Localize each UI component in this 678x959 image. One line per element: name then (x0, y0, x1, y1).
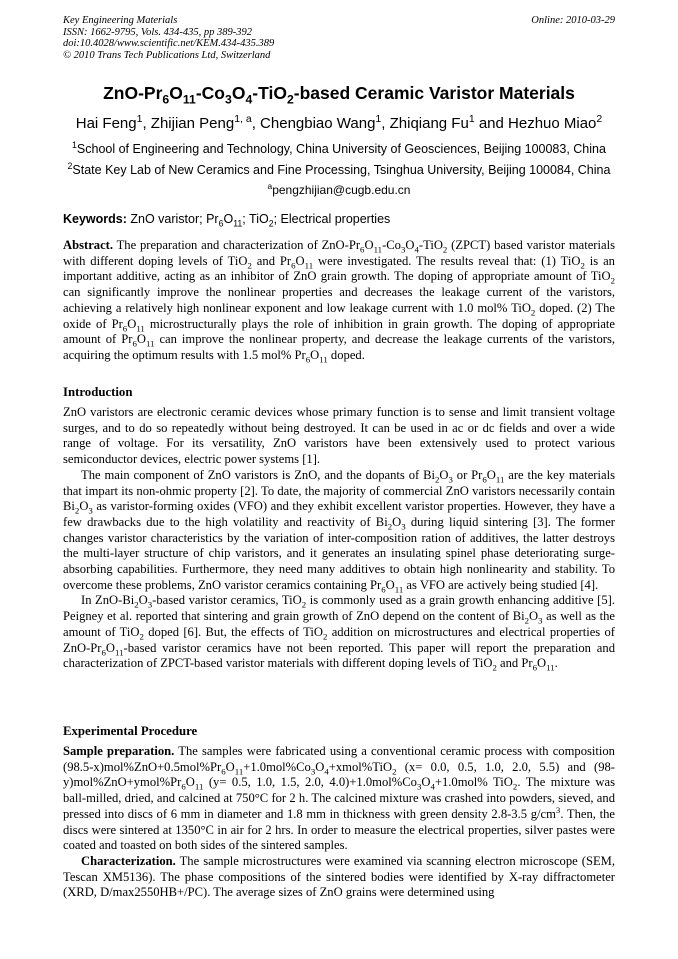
copyright-line: © 2010 Trans Tech Publications Ltd, Switzerland (63, 49, 271, 61)
author-list: Hai Feng$^1$, Zhijian Peng$^{1, a}$, Chengbiao Wang$^1$, Zhiqiang Fu$^1$ and Hezhuo Miao$^2$ (75, 113, 603, 132)
journal-name: Key Engineering Materials (63, 15, 178, 26)
section-heading-introduction: Introduction (63, 385, 133, 399)
online-date: Online: 2010-03-29 (531, 15, 615, 26)
affiliation-2: $^2$State Key Lab of New Ceramics and Fine Processing, Tsinghua University, Beijing 100084, China (67, 160, 611, 177)
doi-line: doi:10.4028/www.scientific.net/KEM.434-435.389 (63, 38, 275, 50)
contact-email: $^a$pengzhijian@cugb.edu.cn (267, 181, 411, 197)
experimental-body: Sample preparation. The samples were fabricated using a conventional ceramic process with composition $(98.5-x)mol\%ZnO+0.5mol\%Pr_6O_{11}+1.0mol\%Co_3O_4+xmol\%TiO_2$ (x= 0.0, 0.5, 1.0, 2.0, 5.5) and $(98-y)mol\%ZnO+ymol\%Pr_6O_{11}$ (y= 0.5, 1.0, 1.5, 2.0, $4.0)+1.0mol\%Co_3O_4+1.0mol\%$ TiO$_2$. The mixture was ball-milled, dried, and calcined at 750°C for 2 h. The calcined mixture was crashed into powders, sieved, and pressed into discs of 6 mm in diameter and 1.8 mm in thickness with green density 2.8-3.5 $g/cm^3$. Then, the discs were sintered at 1350°C in air for 2 hrs. In order to measure the electrical properties, silver pastes were coated and toasted on both sides of the sintered samples. Characterization. The sample microstructures were examined via scanning electron microscope (SEM, Tescan XM5136). The phase compositions of the sintered bodies were identified by X-ray diffractometer (XRD, D/max2550HB+/PC). The average sizes of ZnO grains were determined using (63, 744, 616, 900)
journal-header (63, 15, 615, 61)
affiliation-1: $^1$School of Engineering and Technology, China University of Geosciences, Beijing 100083, China (72, 139, 606, 156)
introduction-body: ZnO varistors are electronic ceramic devices whose primary function is to sense and limit transient voltage surges, and to do so repeatedly without being destroyed. It can be used in ac or dc fields and over a wide range of voltage. For its versatility, ZnO varistors have been extensively used to protect various semiconductor devices, electric power systems [1]. The main component of ZnO varistors is ZnO, and the dopants of $Bi_2O_3$ or $Pr_6O_{11}$ are the key materials that impart its non-ohmic property [2]. To date, the majority of commercial ZnO varistors necessarily contain $Bi_2O_3$ as varistor-forming oxides (VFO) and they exhibit excellent varistor properties. However, they have a few drawbacks due to the high volatility and reactivity of $Bi_2O_3$ during liquid sintering [3]. The former changes varistor characteristics by the variation of inter-composition ration of additives, the latter destroys the multi-layer structure of chip varistors, and it generates an insulating spinel phase deteriorating surge-absorbing capabilities. Furthermore, they need many additives to obtain high nonlinearity and stability. To overcome these problems, ZnO varistor ceramics containing $Pr_6O_{11}$ as VFO are actively being studied [4]. In ZnO-$Bi_2O_3$-based varistor ceramics, TiO$_2$ is commonly used as a grain growth enhancing additive [5]. Peigney et al. reported that sintering and grain growth of ZnO depend on the content of $Bi_2O_3$ as well as the amount of TiO$_2$ doped [6]. But, the effects of TiO$_2$ addition on microstructures and electrical properties of ZnO-$Pr_6O_{11}$-based varistor ceramics have not been reported. This paper will report the preparation and characterization of ZPCT-based varistor materials with different doping levels of TiO$_2$ and $Pr_6O_{11}$. (63, 405, 616, 673)
paper-title: ZnO-$Pr_6O_{11}-Co_3O_4-TiO_2$-based Ceramic Varistor Materials (103, 83, 575, 107)
section-heading-experimental: Experimental Procedure (63, 724, 198, 738)
issn-line: ISSN: 1662-9795, Vols. 434-435, pp 389-392 (63, 26, 252, 38)
keywords: Keywords: ZnO varistor; $Pr_6O_{11}$; TiO$_2$; Electrical properties (63, 212, 391, 229)
abstract-paragraph: Abstract. The preparation and characterization of ZnO-$Pr_6O_{11}-Co_3O_4-TiO_2$ (ZPCT) based varistor materials with different doping levels of TiO$_2$ and $Pr_6O_{11}$ were investigated. The results reveal that: (1) TiO$_2$ is an important additive, acting as an inhibitor of ZnO grain growth. The doping of appropriate amount of TiO$_2$ can significantly improve the nonlinear properties and decreases the leakage current of the varistors, achieving a relatively high nonlinear exponent and low leakage current with 1.0 mol% TiO$_2$ doped. (2) The oxide of $Pr_6O_{11}$ microstructurally plays the role of inhibition in grain growth. The doping of appropriate amount of $Pr_6O_{11}$ can improve the nonlinear property, and decrease the leakage currents of the varistors, acquiring the optimum results with 1.5 mol% $Pr_6O_{11}$ doped. (63, 238, 615, 365)
